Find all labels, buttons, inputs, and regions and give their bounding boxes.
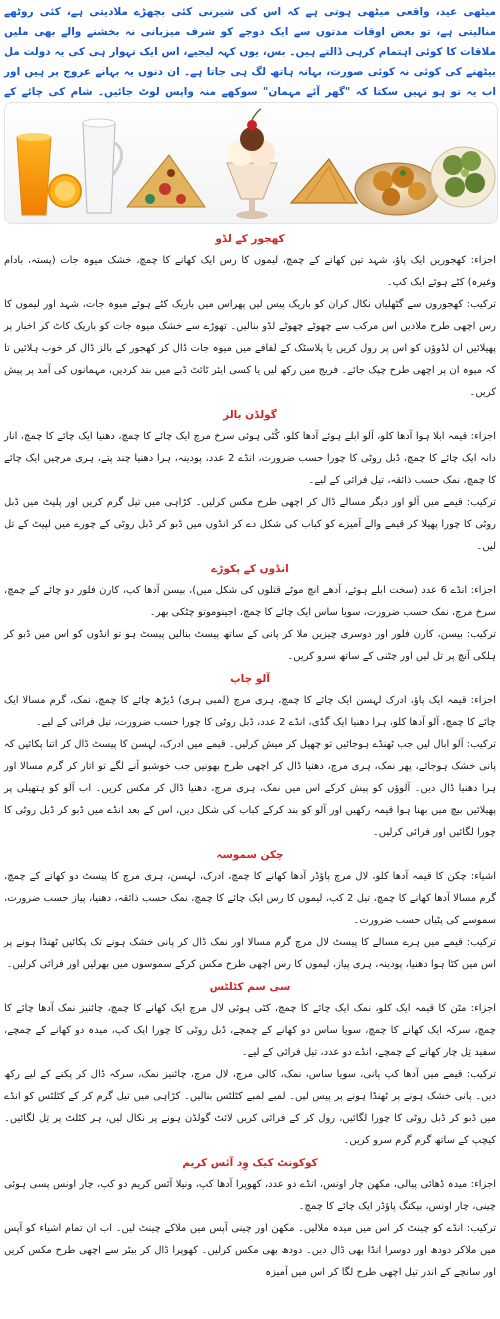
food-banner-image (4, 102, 498, 224)
recipe-title: گولڈن بالز (223, 409, 277, 421)
recipe-title: کوکونٹ کیک وِد آئس کریم (182, 1157, 318, 1169)
green-kabab-plate (431, 147, 495, 207)
recipe-title: انڈوں کے پکوڑے (211, 563, 289, 575)
intro-paragraph: میٹھی عید، واقعی میٹھی ہوتی ہے کہ اس کی شیرنی کئی بچھڑے ملادیتی ہے، کئی روٹھے منالیتی ہے، تو بعض اوقات مدتوں سے ایک دوجے کو شرف میزبانی نہ بخشنے والے بھی ملیں ملاقات کا کوئی اہتمام کرہی ڈالتے ہیں۔ بس، یوں کہہ لیجیے، اس ایک تہوار ہی کی یہ دولت مل بیٹھنے کی کوئی نہ کوئی صورت، بہانہ ہاتھ لگ ہی جاتا ہے۔ ان دنوں یہ بہانے عروج پر ہیں اور اب یہ تو ہو نہیں سکتا کہ "گھر آئے مہمان" سوکھے منہ واپس لوٹ جائیں۔ شام کی چائے کے (4, 6, 496, 98)
orange-juice-glass (17, 133, 81, 215)
ingredients-text: اجزاء: قیمہ ابلا ہوا آدھا کلو، آلو ابلے ہوئے آدھا کلو، کُٹی ہوئی سرخ مرچ ایک چائے کا چمچ، دھنیا ایک چائے کا چمچ، انار دانہ ایک چائے کا چمچ، ڈبل روٹی کا چورا حسب ضرورت، انڈے 2 عدد، پودینہ، ہرا دھنیا چند پتے، ہری مرچیں ایک چائے کا چمچ، نمک حسب ذائقہ، تیل فرائی کے لیے۔ (4, 431, 496, 486)
method-text: ترکیب: کھجوروں سے گٹھلیاں نکال کران کو باریک پیس لیں پھراس میں باریک کٹے ہوئے میوہ جات، شہد اور لیموں کا رس اچھی طرح ملادیں اس مرکب سے چھوٹے چھوٹے لڈو بنالیں۔ تھوڑے سے خشک میوہ جات کو باریک کاٹ کر اخبار پر پھیلائیں ان لڈوؤں کو اس پر رول کریں یا پلاسٹک کے لفافے میں میوہ جات ڈال کر کھجور کے بالز ڈال کر خوب ہلائیں تا کہ میوہ ان پر اچھی طرح چپک جائے۔ فریج میں رکھ لیں یا کسی ایئر ٹائٹ ڈبے میں بند کردیں، مہمانوں کی آمد پر پیش کریں۔ (4, 299, 496, 398)
method-text: ترکیب: بیسن، کارن فلور اور دوسری چیزیں ملا کر پانی کے ساتھ پیسٹ بنالیں پیسٹ ہو تو انڈوں کو اس میں ڈبو کر ہلکی آنچ پر تل لیں اور چٹنی کے ساتھ سرو کریں۔ (4, 629, 496, 662)
recipe-section-aloo-chop (4, 670, 496, 844)
ice-cream-sundae (227, 109, 277, 219)
method-text: ترکیب: آلو ابال لیں جب ٹھنڈے ہوجائیں تو چھیل کر میش کرلیں۔ قیمے میں ادرک، لہسن کا پیسٹ ڈال کر اتنا پکائیں کہ پانی خشک ہوجائے، پھر نمک، ہری مرچ، دھنیا ڈال کر اچھی طرح بھونیں جب خوشبو آنے لگے تو اتار کر گرم مسالا اور ہرا دھنیا ڈال دیں۔ آلوؤں کو پیش کرکے اس میں نمک، ہری مرچ، دھنیا ڈال کر مکس کریں۔ اب آلو کو ہتھیلی پر پھیلائیں بیچ میں بھنا ہوا قیمہ رکھیں اور آلو کو بند کرکے کباب کی شکل دیں، اس کے بعد انڈے میں ڈبو کر ڈبل روٹی کا چورا لگائیں اور فرائی کرلیں۔ (4, 739, 496, 838)
recipe-title: کھجور کے لڈو (215, 233, 285, 245)
ingredients-text: اجزاء: میدہ ڈھائی پیالی، مکھن چار اونس، انڈے دو عدد، کھوپرا آدھا کپ، ونیلا آئس کریم دو کپ، چار اونس پسی ہوئی چینی، چار اونس، بیکنگ پاؤڈر ایک چائے کا چمچ۔ (4, 1179, 496, 1212)
recipe-section-chicken-samosa (4, 846, 496, 976)
recipe-section-egg-pakoray (4, 560, 496, 668)
method-text: ترکیب: قیمے میں آدھا کپ پانی، سویا ساس، نمک، کالی مرچ، لال مرچ، چائنیز نمک، سرکہ ڈال کر پکنے کے لیے رکھ دیں۔ پانی خشک ہونے پر ٹھنڈا ہونے پر پیس لیں۔ لمبے لمبے کٹلٹس بنالیں۔ کڑاہی میں تیل گرم کر کے کٹلٹس کو انڈے میں ڈبو کر ڈبل روٹی کا چورا لگائیں، رول کر کے فرائی کریں لائٹ گولڈن ہونے پر نکال لیں، ہر کٹلٹ پر تِل لگائیں۔ کیچپ کے ساتھ گرم گرم سرو کریں۔ (4, 1069, 496, 1146)
ingredients-text: اجزاء: کھجوریں ایک پاؤ، شہد تین کھانے کے چمچ، لیموں کا رس ایک کھانے کا چمچ، خشک میوہ جات (پستہ، بادام وغیرہ) کٹے ہوئے ایک کپ۔ (4, 255, 496, 288)
recipes-content (4, 228, 496, 1284)
samosa (291, 159, 357, 203)
recipe-title: سی سم کٹلٹس (209, 981, 291, 993)
ingredients-text: اشیاء: چکن کا قیمہ آدھا کلو، لال مرچ پاؤڈر آدھا کھانے کا چمچ، ادرک، لہسن، ہری مرچ کا پیسٹ دو کھانے کے چمچ، گرم مسالا آدھا کھانے کا چمچ، تیل 2 کپ، لیموں کا رس ایک چائے کا چمچ، نمک حسب ذائقہ، دھنیا، پیاز حسب ضرورت، سموسے کی پٹیاں حسب ضرورت۔ (4, 871, 496, 926)
pakora-plate (355, 163, 439, 215)
method-text: ترکیب: انڈے کو چینٹ کر اس میں میدہ ملالیں۔ مکھن اور چینی آپس میں ملاکے چینٹ لیں۔ اب ان تمام اشیاء کو آپس میں ملاکر دودھ اور دوسرا انڈا بھی ڈال دیں۔ دودھ بھی مکس کرلیں۔ کھوپرا ڈال کر بیٹر سے اچھی طرح مکس کریں اور سانچے کے اندر تیل اچھی طرح لگا کر اس میں آمیزہ (4, 1223, 496, 1278)
ingredients-text: اجزاء: مٹن کا قیمہ ایک کلو، نمک ایک چائے کا چمچ، کٹی ہوئی لال مرچ ایک کھانے کا چمچ، چائنیز نمک آدھا چائے کا چمچ، سرکہ ایک کھانے کا چمچ، سویا ساس دو کھانے کے چمچے، ڈبل روٹی کا چورا ایک کپ، میدہ دو کھانے کے چمچے، سفید تِل چار کھانے کے چمچے، انڈے دو عدد، تیل فرائی کے لیے۔ (4, 1003, 496, 1058)
recipe-section-golden-balls (4, 406, 496, 558)
method-text: ترکیب: قیمے میں آلو اور دیگر مسالے ڈال کر اچھی طرح مکس کرلیں۔ کڑاہی میں تیل گرم کریں اور پلیٹ میں ڈبل روٹی کا چورا پھیلا کر قیمے والے آمیزے کو کباب کی شکل دے کر انڈوں میں ڈبو کر ڈبل روٹی کے چورے میں لپیٹ کے تل لیں۔ (4, 497, 496, 552)
recipe-section-sesame-cutlets (4, 978, 496, 1152)
recipe-title: چکن سموسہ (216, 849, 284, 861)
recipe-title: آلو چاپ (230, 673, 270, 685)
pizza-slice (127, 155, 205, 207)
milk-glass (83, 119, 122, 213)
recipe-section-coconut-cake (4, 1154, 496, 1284)
method-text: ترکیب: قیمے میں ہرے مسالے کا پیسٹ لال مرچ گرم مسالا اور نمک ڈال کر پانی خشک ہونے تک پکائیں ٹھنڈا ہونے پر اس میں کٹا ہوا دھنیا، پودینہ، ہری پیاز، لیموں کا رس اچھی طرح مکس کرکے سموسوں میں بھرلیں اور فرائی کرلیں۔ (4, 937, 496, 970)
recipe-section-khajoor-laddu (4, 230, 496, 404)
ingredients-text: اجزاء: قیمہ ایک پاؤ، ادرک لہسن ایک چائے کا چمچ، ہری مرچ (لمبی ہری) ڈیڑھ چائے کا چمچ، نمک، گرم مسالا ایک چائے کا چمچ، آلو آدھا کلو، ہرا دھنیا ایک گڈی، انڈے 2 عدد، ڈبل روٹی کا چورا حسب ضرورت، تیل فرائی کے لیے۔ (4, 695, 496, 728)
ingredients-text: اجزاء: انڈے 6 عدد (سخت ابلے ہوئے، آدھے انچ موٹے قتلوں کی شکل میں)، بیسن آدھا کپ، کارن فلور دو چائے کے چمچ، سرخ مرچ، نمک حسب ضرورت، سویا ساس ایک چائے کا چمچ، اجینوموتو چٹکی بھر۔ (4, 585, 497, 618)
